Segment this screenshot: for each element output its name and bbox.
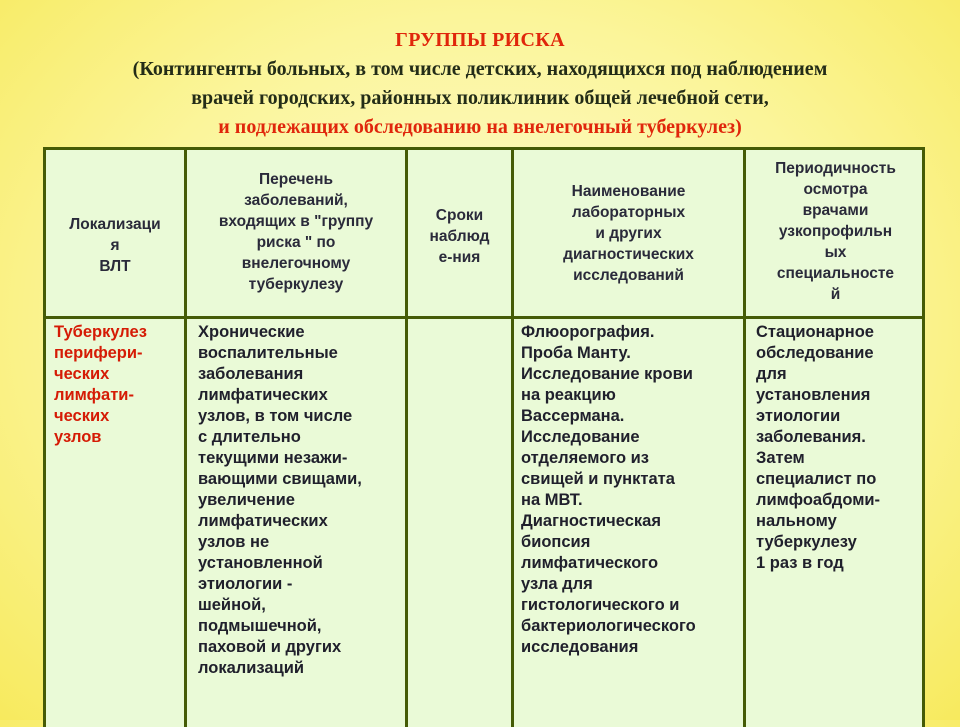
title-heading: ГРУППЫ РИСКА <box>395 29 565 51</box>
title-subtitle-line2: врачей городских, районных поликлиник общей лечебной сети, <box>191 87 769 109</box>
cell-investigations: Флюорография. Проба Манту. Исследование крови на реакцию Вассермана. Исследование отделяемого из свищей и пунктата на МВТ. Диагностическая биопсия лимфатического узла для гистологического и бактериологического исследования <box>521 323 696 656</box>
header-investigations: Наименование лабораторных и других диагностических исследований <box>563 182 694 284</box>
title-subtitle-line3: и подлежащих обследованию на внелегочный туберкулез) <box>218 116 742 138</box>
header-terms: Сроки наблюд е-ния <box>429 206 490 266</box>
title-subtitle-line1: (Контингенты больных, в том числе детских, находящихся под наблюдением <box>132 58 828 80</box>
header-divider <box>46 316 922 319</box>
cell-localization: Туберкулез перифери- ческих лимфати- ческих узлов <box>54 323 147 446</box>
header-periodicity: Периодичность осмотра врачами узкопрофильн ых специальносте й <box>775 160 896 303</box>
header-localization: Локализаци я ВЛТ <box>69 215 161 275</box>
slide-title <box>0 26 960 142</box>
cell-periodicity: Стационарное обследование для установления этиологии заболевания. Затем специалист по лимфоабдоми- нальному туберкулезу 1 раз в год <box>756 323 881 572</box>
header-diseases: Перечень заболеваний, входящих в "группу риска " по внелегочному туберкулезу <box>218 171 374 293</box>
cell-diseases: Хронические воспалительные заболевания лимфатических узлов, в том числе с длительно текущими незажи- вающими свищами, увеличение лимфатических узлов не установленной этиологии - шейной, подмышечной, паховой и других локализаций <box>198 323 362 677</box>
risk-groups-table <box>43 147 925 727</box>
